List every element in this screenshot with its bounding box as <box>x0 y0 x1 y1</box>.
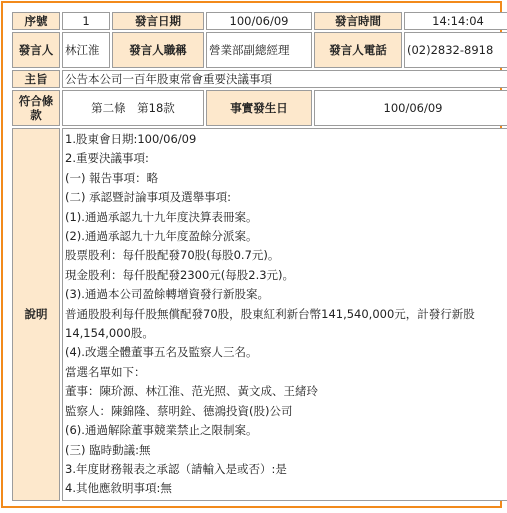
table-row <box>12 90 507 126</box>
table-row <box>12 12 507 30</box>
announcement-table <box>10 10 507 503</box>
seq-label: 序號 <box>12 12 60 30</box>
phone-label: 發言人電話 <box>314 32 402 68</box>
subject-label: 主旨 <box>12 70 60 88</box>
description-line: (6).通過解除董事競業禁止之限制案。 <box>65 423 258 438</box>
description-line: (三) 臨時動議:無 <box>65 442 151 457</box>
description-label: 說明 <box>12 128 60 501</box>
date-label: 發言日期 <box>112 12 204 30</box>
table-row <box>12 128 507 501</box>
time-label: 發言時間 <box>314 12 402 30</box>
description-line: 3.年度財務報表之承認（請輸入是或否）:是 <box>65 461 287 476</box>
event-date-value: 100/06/09 <box>314 90 507 126</box>
description-line: (1).通過承認九十九年度決算表冊案。 <box>65 209 258 224</box>
description-line: (二) 承認暨討論事項及選舉事項: <box>65 190 232 205</box>
phone-value: (02)2832-8918 <box>404 32 507 68</box>
time-value: 14:14:04 <box>404 12 507 30</box>
description-line: 股票股利：每仟股配發70股(每股0.7元)。 <box>65 248 280 263</box>
description-line: 現金股利：每仟股配發2300元(每股2.3元)。 <box>65 267 295 282</box>
event-date-label: 事實發生日 <box>206 90 312 126</box>
speaker-value: 林江淮 <box>62 32 110 68</box>
title-value: 營業部副總經理 <box>206 32 312 68</box>
table-row <box>12 70 507 88</box>
description-line: (3).通過本公司盈餘轉增資發行新股案。 <box>65 287 269 302</box>
clause-label: 符合條款 <box>12 90 60 126</box>
subject-value: 公告本公司一百年股東常會重要決議事項 <box>62 70 507 88</box>
description-line: 董事：陳玠源、林江淮、范光照、黃文成、王緒玲 <box>65 384 318 399</box>
description-line: 1.股東會日期:100/06/09 <box>65 132 197 146</box>
description-line: 普通股股利每仟股無償配發70股，股東紅利新台幣141,540,000元，計發行新股14,154,000股。 <box>65 306 475 341</box>
date-value: 100/06/09 <box>206 12 312 30</box>
description-line: (4).改選全體董事五名及監察人三名。 <box>65 345 258 360</box>
description-body <box>62 128 507 501</box>
clause-value: 第二條 第18款 <box>62 90 204 126</box>
description-line: 監察人：陳錦隆、蔡明銓、德鴻投資(股)公司 <box>65 403 293 418</box>
description-line: 當選名單如下： <box>65 364 146 379</box>
table-row <box>12 32 507 68</box>
description-line: 4.其他應敘明事項:無 <box>65 481 172 496</box>
description-line: 2.重要決議事項: <box>65 151 149 166</box>
announcement-panel <box>1 1 502 508</box>
description-line: (一) 報告事項：略 <box>65 170 159 185</box>
title-label: 發言人職稱 <box>112 32 204 68</box>
seq-value: 1 <box>62 12 110 30</box>
speaker-label: 發言人 <box>12 32 60 68</box>
description-line: (2).通過承認九十九年度盈餘分派案。 <box>65 229 258 244</box>
